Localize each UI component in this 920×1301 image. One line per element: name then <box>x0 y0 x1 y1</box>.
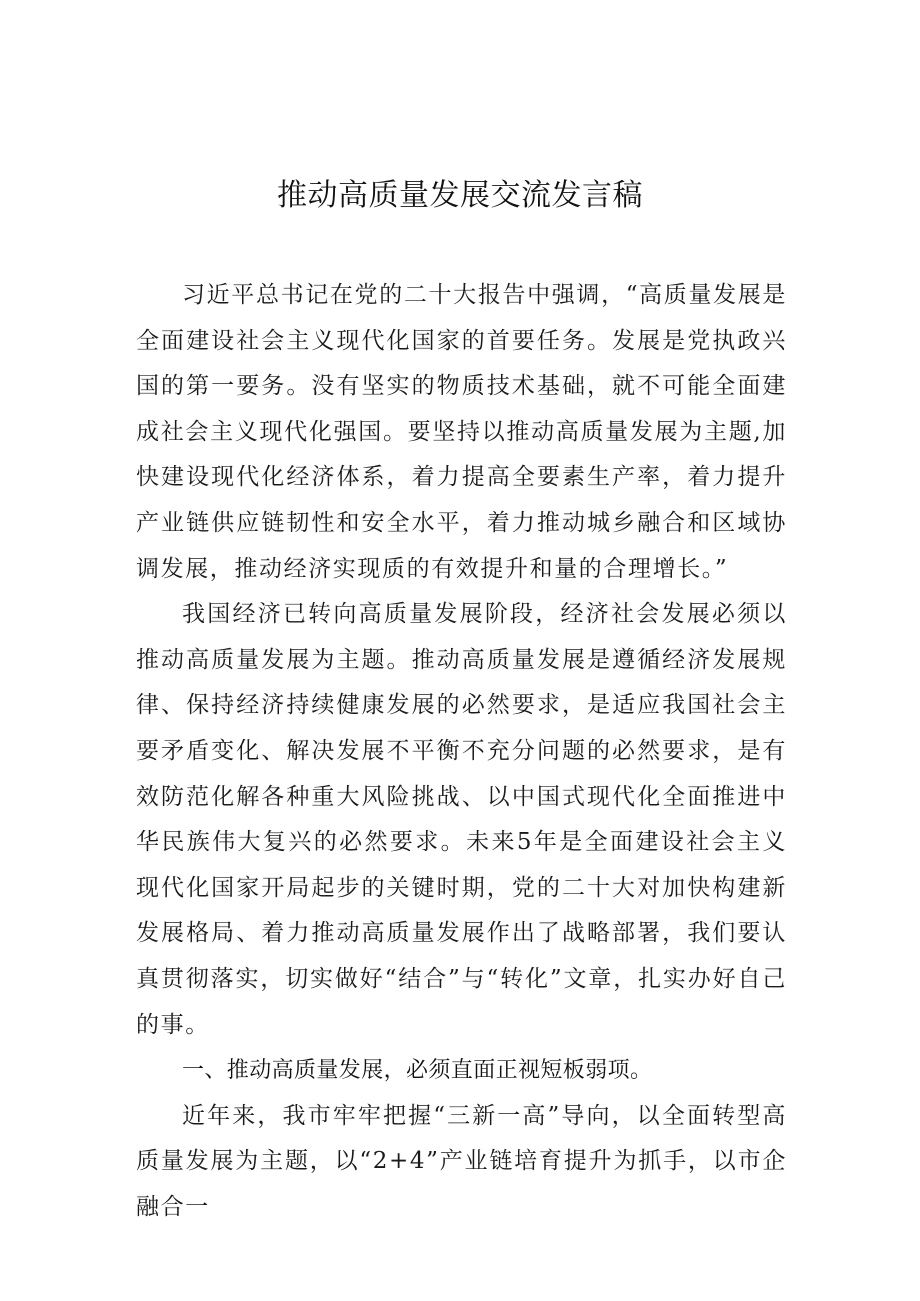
paragraph-city-progress: 近年来，我市牢牢把握“三新一高”导向，以全面转型高质量发展为主题，以“2+4”产业链培育提升为抓手，以市企融合一 <box>136 1102 787 1220</box>
document-title: 推动高质量发展交流发言稿 <box>277 178 643 213</box>
paragraph-economic-transition: 我国经济已转向高质量发展阶段，经济社会发展必须以推动高质量发展为主题。推动高质量发展是遵循经济发展规律、保持经济持续健康发展的必然要求，是适应我国社会主要矛盾变化、解决发展不平衡不充分问题的必然要求，是有效防范化解各种重大风险挑战、以中国式现代化全面推进中华民族伟大复兴的必然要求。未来5年是全面建设社会主义现代化国家开局起步的关键时期，党的二十大对加快构建新发展格局、着力推动高质量发展作出了战略部署，我们要认真贯彻落实，切实做好“结合”与“转化”文章，扎实办好自己的事。 <box>136 601 787 1038</box>
section-heading-1: 一、推动高质量发展，必须直面正视短板弱项。 <box>182 1058 653 1084</box>
paragraph-intro-quote: 习近平总书记在党的二十大报告中强调，“高质量发展是全面建设社会主义现代化国家的首要任务。发展是党执政兴国的第一要务。没有坚实的物质技术基础，就不可能全面建成社会主义现代化强国。要坚持以推动高质量发展为主题,加快建设现代化经济体系，着力提高全要素生产率，着力提升产业链供应链韧性和安全水平，着力推动城乡融合和区域协调发展，推动经济实现质的有效提升和量的合理增长。” <box>136 282 787 582</box>
document-body <box>136 273 787 1230</box>
